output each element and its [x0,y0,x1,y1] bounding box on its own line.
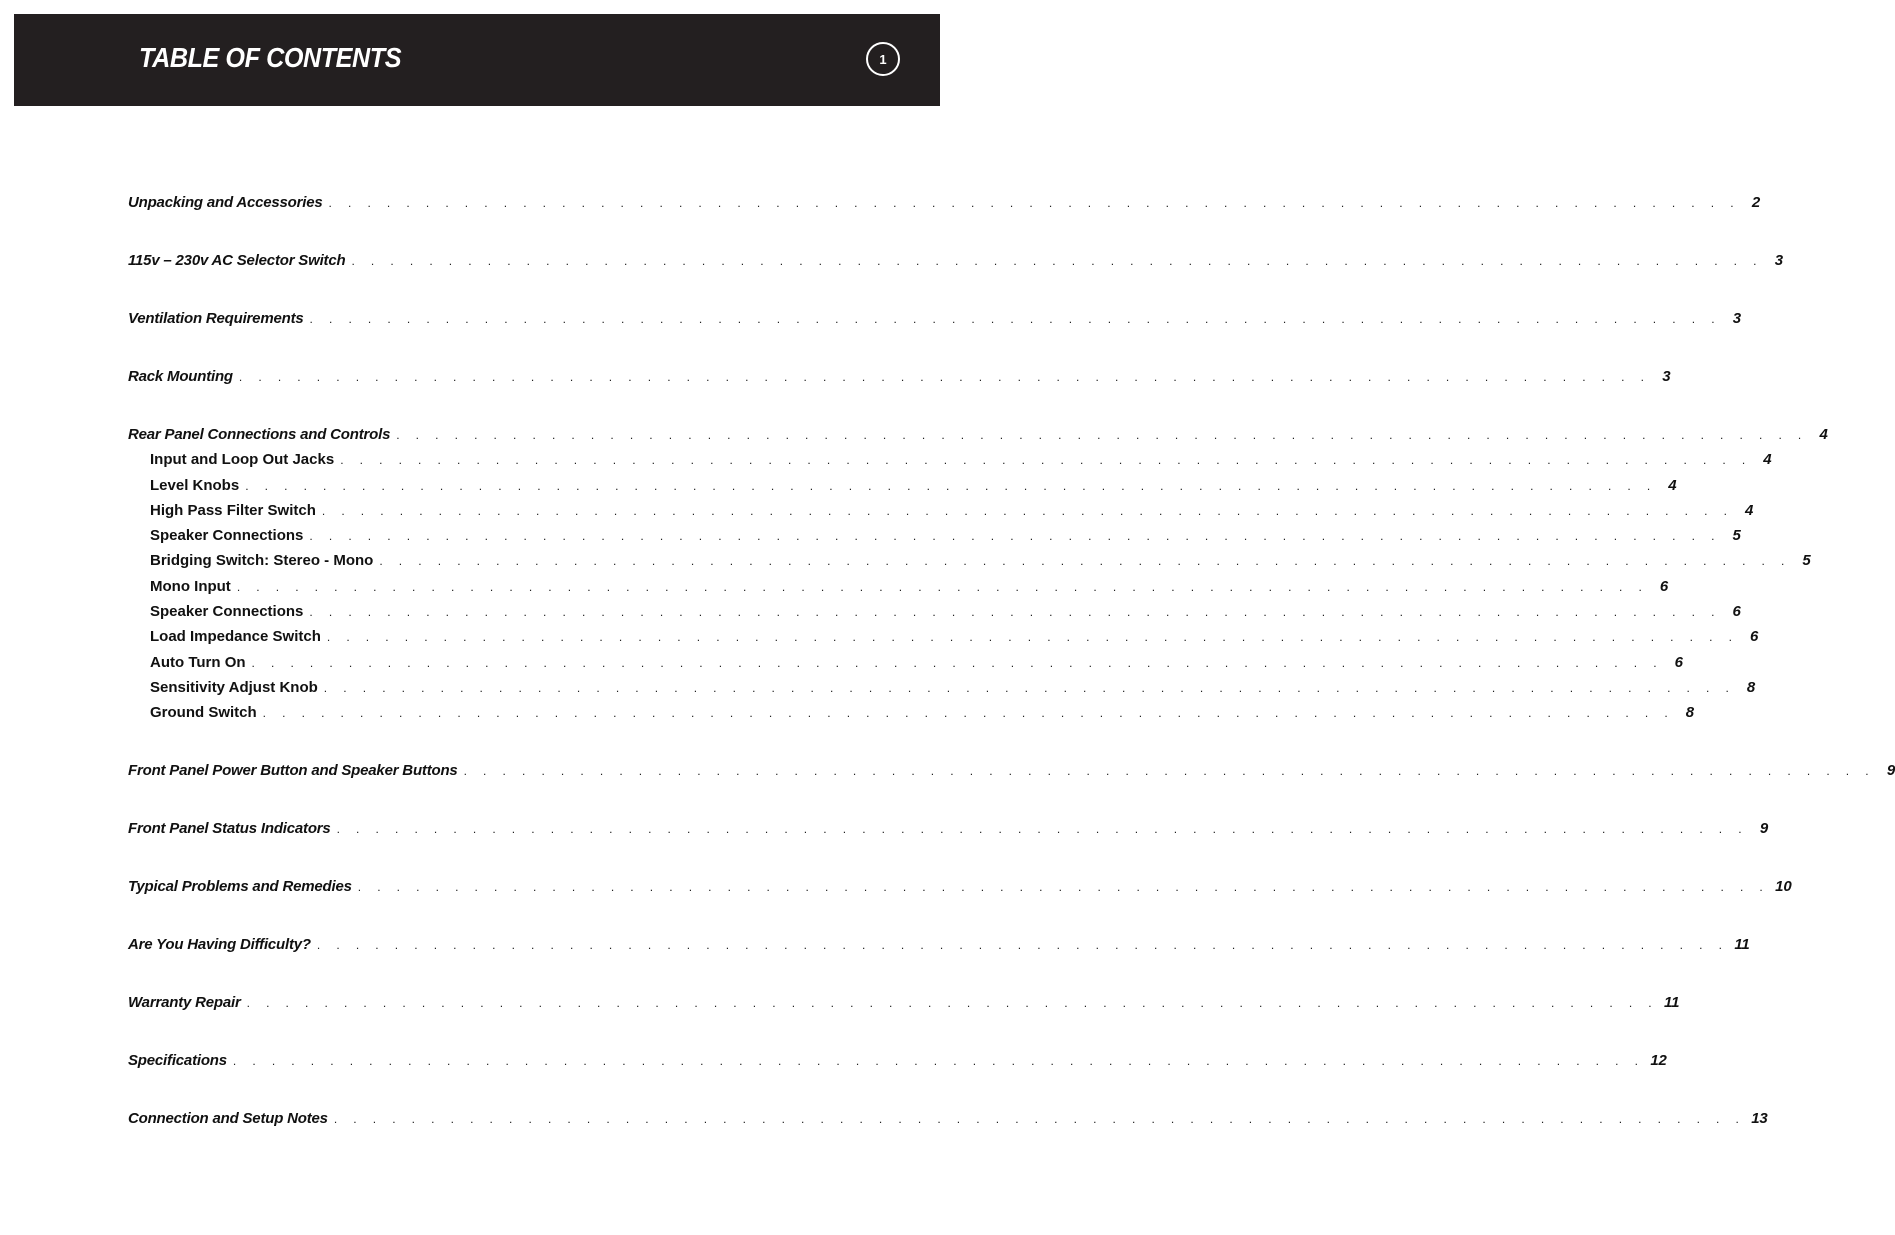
toc-entry-page: 6 [1732,603,1741,621]
toc-entry-page: 4 [1744,501,1754,519]
page-number-badge: 1 [866,42,900,76]
table-of-contents [128,190,1895,1131]
toc-entry-rear-panel[interactable] [128,422,1828,447]
toc-entry-page: 3 [1732,309,1741,327]
toc-leader-dots: . . . . . . . . . . . . . . . . . . . . . . . . . . . . . . . . . . . . . . . . . . . . . . . . . . . . . . . . . . . . . . . . . . . . . . . . . [309,311,1721,326]
toc-entry-page: 6 [1674,653,1683,671]
toc-entry-specifications[interactable] [128,1048,1667,1073]
toc-leader-dots: . . . . . . . . . . . . . . . . . . . . . . . . . . . . . . . . . . . . . . . . . . . . . . . . . . . . . . . . . . . . . . . . . . . . . . . . . [340,453,1752,468]
toc-entry-label: Typical Problems and Remedies [128,878,352,896]
toc-entry-ac-selector[interactable] [128,248,1783,273]
toc-entry-label: 115v – 230v AC Selector Switch [128,251,346,269]
toc-entry-page: 9 [1886,762,1895,780]
toc-entry-page: 6 [1659,577,1669,595]
toc-entry-page: 12 [1650,1052,1667,1070]
toc-entry-label: Ventilation Requirements [128,309,304,327]
toc-entry-page: 4 [1763,451,1772,469]
toc-leader-dots: . . . . . . . . . . . . . . . . . . . . . . . . . . . . . . . . . . . . . . . . . . . . . . . . . . . . . . . . . . . . . . . . . . . . . . . . . [463,764,1876,779]
toc-leader-dots: . . . . . . . . . . . . . . . . . . . . . . . . . . . . . . . . . . . . . . . . . . . . . . . . . . . . . . . . . . . . . . . . . . . . . . . . . [326,630,1739,645]
toc-leader-dots: . . . . . . . . . . . . . . . . . . . . . . . . . . . . . . . . . . . . . . . . . . . . . . . . . . . . . . . . . . . . . . . . . . . . . . . . . [323,680,1736,695]
toc-leader-dots: . . . . . . . . . . . . . . . . . . . . . . . . . . . . . . . . . . . . . . . . . . . . . . . . . . . . . . . . . . . . . . . . . . . . . . . . . [333,1112,1746,1127]
toc-entry-label: Specifications [128,1052,227,1070]
toc-entry-difficulty[interactable] [128,932,1750,957]
toc-entry-label: Rack Mounting [128,367,233,385]
toc-subentry-mono-input[interactable] [128,574,1669,599]
toc-entry-page: 11 [1734,936,1750,954]
toc-subentry-ground-switch[interactable] [128,700,1695,725]
toc-leader-dots: . . . . . . . . . . . . . . . . . . . . . . . . . . . . . . . . . . . . . . . . . . . . . . . . . . . . . . . . . . . . . . . . . . . . . . . . . [309,529,1721,544]
toc-entry-label: Warranty Repair [128,994,241,1012]
toc-entry-page: 10 [1775,878,1792,896]
toc-entry-label: Load Impedance Switch [150,628,321,646]
toc-leader-dots: . . . . . . . . . . . . . . . . . . . . . . . . . . . . . . . . . . . . . . . . . . . . . . . . . . . . . . . . . . . . . . . . . . . . . . . . . [251,655,1663,670]
toc-entry-label: High Pass Filter Switch [150,501,316,519]
toc-entry-page: 4 [1819,425,1828,443]
toc-leader-dots: . . . . . . . . . . . . . . . . . . . . . . . . . . . . . . . . . . . . . . . . . . . . . . . . . . . . . . . . . . . . . . . . . . . . . . . . . [351,253,1763,268]
toc-subentry-high-pass-filter[interactable] [128,498,1754,523]
toc-subentry-sensitivity-knob[interactable] [128,675,1756,700]
toc-entry-page: 3 [1662,367,1671,385]
toc-entry-label: Speaker Connections [150,527,304,545]
toc-leader-dots: . . . . . . . . . . . . . . . . . . . . . . . . . . . . . . . . . . . . . . . . . . . . . . . . . . . . . . . . . . . . . . . . . . . . . . . . . [246,996,1659,1011]
toc-entry-label: Are You Having Difficulty? [128,936,311,954]
page-title: TABLE OF CONTENTS [139,42,402,73]
toc-entry-page: 9 [1759,820,1769,838]
toc-subentry-input-loop-jacks[interactable] [128,447,1772,472]
toc-subentry-speaker-connections-mono[interactable] [128,599,1741,624]
toc-entry-rack-mounting[interactable] [128,364,1671,389]
toc-entry-warranty-repair[interactable] [128,990,1680,1015]
toc-entry-label: Bridging Switch: Stereo - Mono [150,552,374,570]
toc-leader-dots: . . . . . . . . . . . . . . . . . . . . . . . . . . . . . . . . . . . . . . . . . . . . . . . . . . . . . . . . . . . . . . . . . . . . . . . . . [236,579,1649,594]
header-bar [14,14,940,106]
toc-entry-page: 8 [1685,704,1695,722]
toc-entry-page: 4 [1668,476,1677,494]
toc-entry-label: Connection and Setup Notes [128,1110,328,1128]
toc-entry-page: 11 [1664,994,1680,1012]
toc-entry-page: 13 [1751,1110,1768,1128]
toc-subentry-auto-turn-on[interactable] [128,650,1683,675]
toc-subentry-level-knobs[interactable] [128,473,1677,498]
toc-leader-dots: . . . . . . . . . . . . . . . . . . . . . . . . . . . . . . . . . . . . . . . . . . . . . . . . . . . . . . . . . . . . . . . . . . . . . . . . . [309,605,1721,620]
toc-leader-dots: . . . . . . . . . . . . . . . . . . . . . . . . . . . . . . . . . . . . . . . . . . . . . . . . . . . . . . . . . . . . . . . . . . . . . . . . . [396,427,1808,442]
toc-entry-label: Mono Input [150,577,231,595]
toc-entry-label: Input and Loop Out Jacks [150,451,335,469]
toc-leader-dots: . . . . . . . . . . . . . . . . . . . . . . . . . . . . . . . . . . . . . . . . . . . . . . . . . . . . . . . . . . . . . . . . . . . . . . . . . [321,503,1734,518]
toc-leader-dots: . . . . . . . . . . . . . . . . . . . . . . . . . . . . . . . . . . . . . . . . . . . . . . . . . . . . . . . . . . . . . . . . . . . . . . . . . [336,822,1749,837]
toc-entry-front-panel-indicators[interactable] [128,816,1769,841]
toc-entry-unpacking[interactable] [128,190,1760,215]
toc-entry-typical-problems[interactable] [128,874,1792,899]
toc-entry-label: Unpacking and Accessories [128,194,323,211]
toc-subentry-bridging-switch[interactable] [128,548,1811,573]
toc-entry-label: Front Panel Power Button and Speaker Buttons [128,762,458,780]
toc-leader-dots: . . . . . . . . . . . . . . . . . . . . . . . . . . . . . . . . . . . . . . . . . . . . . . . . . . . . . . . . . . . . . . . . . . . . . . . . . [245,478,1657,493]
toc-entry-front-panel-buttons[interactable] [128,758,1895,783]
toc-leader-dots: . . . . . . . . . . . . . . . . . . . . . . . . . . . . . . . . . . . . . . . . . . . . . . . . . . . . . . . . . . . . . . . . . . . . . . . . . [262,706,1675,721]
toc-entry-label: Rear Panel Connections and Controls [128,425,391,443]
toc-leader-dots: . . . . . . . . . . . . . . . . . . . . . . . . . . . . . . . . . . . . . . . . . . . . . . . . . . . . . . . . . . . . . . . . . . . . . . . . . [357,880,1770,895]
toc-leader-dots: . . . . . . . . . . . . . . . . . . . . . . . . . . . . . . . . . . . . . . . . . . . . . . . . . . . . . . . . . . . . . . . . . . . . . . . . . [328,196,1740,210]
toc-entry-page: 5 [1732,527,1741,545]
toc-entry-label: Sensitivity Adjust Knob [150,678,318,696]
toc-leader-dots: . . . . . . . . . . . . . . . . . . . . . . . . . . . . . . . . . . . . . . . . . . . . . . . . . . . . . . . . . . . . . . . . . . . . . . . . . [316,938,1729,953]
toc-entry-label: Speaker Connections [150,603,304,621]
toc-entry-label: Level Knobs [150,476,240,494]
toc-entry-page: 3 [1774,251,1783,269]
toc-leader-dots: . . . . . . . . . . . . . . . . . . . . . . . . . . . . . . . . . . . . . . . . . . . . . . . . . . . . . . . . . . . . . . . . . . . . . . . . . [379,554,1791,569]
toc-entry-ventilation[interactable] [128,306,1741,331]
toc-entry-page: 2 [1751,194,1760,211]
toc-entry-label: Front Panel Status Indicators [128,820,331,838]
toc-entry-label: Ground Switch [150,704,257,722]
toc-leader-dots: . . . . . . . . . . . . . . . . . . . . . . . . . . . . . . . . . . . . . . . . . . . . . . . . . . . . . . . . . . . . . . . . . . . . . . . . . [232,1054,1645,1069]
toc-entry-setup-notes[interactable] [128,1106,1768,1131]
toc-entry-page: 6 [1749,628,1759,646]
toc-subentry-load-impedance[interactable] [128,624,1759,649]
toc-entry-page: 8 [1746,678,1756,696]
toc-leader-dots: . . . . . . . . . . . . . . . . . . . . . . . . . . . . . . . . . . . . . . . . . . . . . . . . . . . . . . . . . . . . . . . . . . . . . . . . . [238,369,1651,384]
toc-entry-label: Auto Turn On [150,653,246,671]
toc-subentry-speaker-connections[interactable] [128,523,1741,548]
toc-entry-page: 5 [1802,552,1811,570]
